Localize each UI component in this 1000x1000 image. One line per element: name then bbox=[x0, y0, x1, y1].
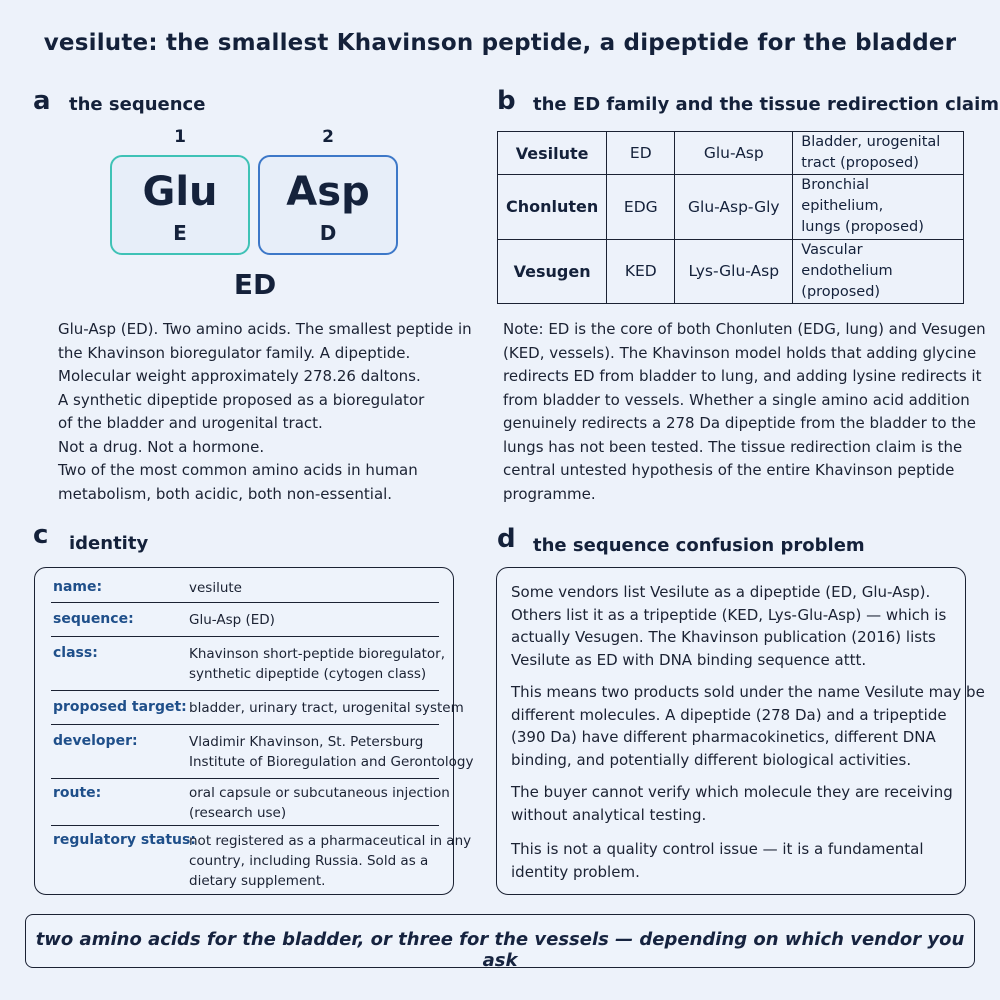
panel-c-letter: c bbox=[33, 520, 49, 550]
identity-value-line: vesilute bbox=[189, 580, 242, 596]
paragraph-line: Vesilute as ED with DNA binding sequence attt. bbox=[511, 650, 867, 669]
description-line: the Khavinson bioregulator family. A dipeptide. bbox=[58, 343, 411, 362]
identity-row bbox=[51, 691, 464, 725]
ed-family-table bbox=[497, 131, 964, 304]
redirection-note bbox=[503, 318, 986, 506]
identity-key: class: bbox=[53, 645, 98, 661]
identity-row bbox=[51, 826, 472, 892]
identity-value bbox=[189, 644, 446, 684]
note-line: redirects ED from bladder to lung, and adding lysine redirects it bbox=[503, 367, 982, 385]
panel-c-heading: identity bbox=[69, 533, 149, 554]
confusion-box bbox=[496, 567, 985, 895]
peptide-code: KED bbox=[607, 239, 675, 303]
identity-value-line: Khavinson short-peptide bioregulator, bbox=[189, 646, 446, 662]
peptide-sequence: Glu-Asp-Gly bbox=[675, 175, 793, 239]
description-line: Two of the most common amino acids in human bbox=[58, 461, 418, 479]
identity-value-line: dietary supplement. bbox=[189, 873, 326, 889]
identity-value bbox=[189, 783, 450, 823]
identity-value-line: Vladimir Khavinson, St. Petersburg bbox=[189, 734, 424, 750]
panel-b-heading: the ED family and the tissue redirection claim bbox=[533, 94, 999, 115]
residue-glu-name: Glu bbox=[142, 169, 218, 215]
note-line: central untested hypothesis of the entire Khavinson peptide bbox=[503, 461, 955, 479]
identity-value-line: bladder, urinary tract, urogenital system bbox=[189, 700, 464, 716]
peptide-target-line: tract (proposed) bbox=[801, 155, 919, 172]
identity-value bbox=[189, 610, 439, 630]
confusion-paragraph bbox=[511, 781, 951, 826]
identity-key: regulatory status: bbox=[53, 832, 196, 848]
description-line: metabolism, both acidic, both non-essential. bbox=[58, 484, 393, 503]
identity-value bbox=[189, 578, 439, 598]
note-line: genuinely redirects a 278 Da dipeptide from the bladder to the bbox=[503, 414, 976, 432]
panel-d-heading: the sequence confusion problem bbox=[533, 535, 865, 556]
paragraph-line: different molecules. A dipeptide (278 Da) and a tripeptide bbox=[511, 705, 947, 724]
footer-tagline: two amino acids for the bladder, or three for the vessels — depending on which vendor you ask bbox=[35, 929, 965, 971]
identity-value bbox=[189, 732, 474, 772]
paragraph-line: actually Vesugen. The Khavinson publication (2016) lists bbox=[511, 628, 936, 646]
identity-key: sequence: bbox=[53, 611, 134, 627]
identity-key: developer: bbox=[53, 733, 138, 749]
note-line: (KED, vessels). The Khavinson model holds that adding glycine bbox=[503, 343, 977, 362]
table-row bbox=[498, 132, 964, 175]
paragraph-line: (390 Da) have different pharmacokinetics, different DNA bbox=[511, 728, 936, 746]
note-line: lungs has not been tested. The tissue redirection claim is the bbox=[503, 437, 963, 456]
description-line: of the bladder and urogenital tract. bbox=[58, 414, 323, 432]
identity-row bbox=[51, 576, 439, 603]
identity-row bbox=[51, 779, 450, 826]
paragraph-line: binding, and potentially different biological activities. bbox=[511, 750, 912, 769]
identity-value-line: (research use) bbox=[189, 805, 287, 821]
peptide-sequence: Glu-Asp bbox=[675, 132, 793, 175]
identity-row bbox=[51, 637, 446, 691]
note-line: from bladder to vessels. Whether a single amino acid addition bbox=[503, 390, 970, 409]
identity-row bbox=[51, 603, 439, 637]
identity-key: route: bbox=[53, 785, 102, 801]
identity-value bbox=[189, 831, 472, 891]
paragraph-line: Others list it as a tripeptide (KED, Lys-Glu-Asp) — which is bbox=[511, 605, 947, 624]
footer-banner bbox=[25, 914, 975, 971]
residue-glu-box bbox=[110, 155, 250, 255]
peptide-target bbox=[793, 239, 964, 303]
identity-value-line: oral capsule or subcutaneous injection bbox=[189, 785, 450, 801]
panel-a-heading: the sequence bbox=[69, 94, 206, 115]
peptide-target-line: (proposed) bbox=[801, 283, 881, 300]
sequence-description bbox=[58, 318, 472, 506]
peptide-target-line: Bladder, urogenital bbox=[801, 134, 941, 151]
identity-value-line: not registered as a pharmaceutical in any bbox=[189, 833, 472, 849]
peptide-target-line: lungs (proposed) bbox=[801, 219, 924, 236]
description-line: A synthetic dipeptide proposed as a bioregulator bbox=[58, 390, 425, 409]
residue-asp-box bbox=[258, 155, 398, 255]
panel-b-letter: b bbox=[497, 86, 516, 116]
peptide-target bbox=[793, 175, 964, 239]
paragraph-line: identity problem. bbox=[511, 862, 640, 881]
paragraph-line: Some vendors list Vesilute as a dipeptide (ED, Glu-Asp). bbox=[511, 583, 931, 601]
table-row bbox=[498, 175, 964, 239]
description-line: Not a drug. Not a hormone. bbox=[58, 437, 265, 456]
identity-value-line: synthetic dipeptide (cytogen class) bbox=[189, 666, 427, 682]
confusion-paragraph bbox=[511, 838, 951, 883]
identity-value-line: Glu-Asp (ED) bbox=[189, 612, 275, 628]
confusion-paragraph bbox=[511, 681, 985, 771]
page-title: vesilute: the smallest Khavinson peptide, a dipeptide for the bladder bbox=[43, 30, 957, 56]
peptide-name: Chonluten bbox=[498, 175, 607, 239]
sequence-code: ED bbox=[233, 268, 277, 301]
identity-row bbox=[51, 725, 474, 779]
description-line: Molecular weight approximately 278.26 daltons. bbox=[58, 367, 421, 385]
peptide-name: Vesugen bbox=[498, 239, 607, 303]
peptide-name: Vesilute bbox=[498, 132, 607, 175]
peptide-target-line: Bronchial epithelium, bbox=[801, 177, 884, 215]
residue-position-2: 2 bbox=[322, 127, 334, 147]
table-row bbox=[498, 239, 964, 303]
identity-card bbox=[34, 567, 474, 895]
paragraph-line: without analytical testing. bbox=[511, 805, 707, 824]
panel-a-letter: a bbox=[33, 86, 51, 116]
identity-value-line: Institute of Bioregulation and Gerontology bbox=[189, 754, 474, 770]
residue-asp-code: D bbox=[319, 221, 337, 245]
identity-value bbox=[189, 698, 464, 718]
paragraph-line: This is not a quality control issue — it is a fundamental bbox=[511, 840, 924, 858]
peptide-code: EDG bbox=[607, 175, 675, 239]
identity-key: name: bbox=[53, 579, 103, 595]
paragraph-line: The buyer cannot verify which molecule they are receiving bbox=[511, 783, 953, 801]
residue-position-1: 1 bbox=[174, 127, 186, 147]
note-line: programme. bbox=[503, 484, 596, 503]
identity-value-line: country, including Russia. Sold as a bbox=[189, 853, 429, 869]
residue-asp-name: Asp bbox=[286, 169, 370, 215]
confusion-paragraph bbox=[511, 581, 951, 671]
peptide-code: ED bbox=[607, 132, 675, 175]
description-line: Glu-Asp (ED). Two amino acids. The smallest peptide in bbox=[58, 320, 472, 338]
identity-key: proposed target: bbox=[53, 699, 187, 715]
paragraph-line: This means two products sold under the name Vesilute may be bbox=[511, 683, 985, 701]
note-line: Note: ED is the core of both Chonluten (EDG, lung) and Vesugen bbox=[503, 320, 986, 338]
peptide-target bbox=[793, 132, 964, 175]
panel-d-letter: d bbox=[497, 524, 516, 554]
peptide-sequence: Lys-Glu-Asp bbox=[675, 239, 793, 303]
residue-glu-code: E bbox=[173, 221, 187, 245]
peptide-target-line: Vascular endothelium bbox=[801, 241, 893, 279]
